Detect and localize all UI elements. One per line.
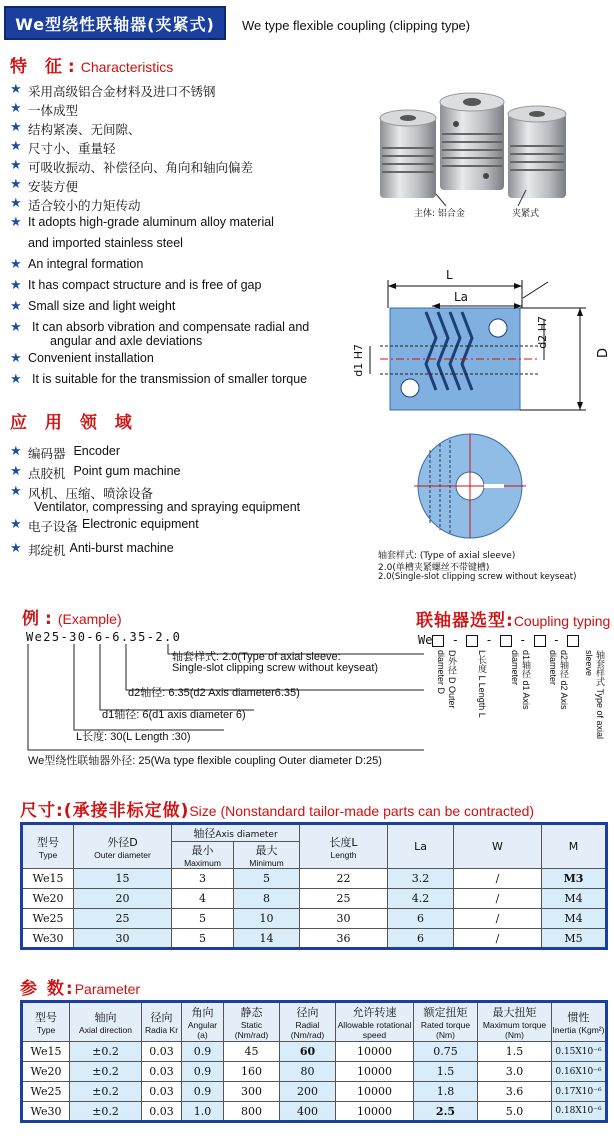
- feature-text: 适合较小的力矩传动: [28, 198, 141, 213]
- typing-heading: 联轴器选型:Coupling typing: [416, 611, 611, 631]
- dim-label-La: La: [454, 290, 469, 304]
- star-icon: ★: [10, 101, 22, 116]
- feature-item: [10, 215, 274, 230]
- example-D-line: We型绕性联轴器外径: 25(Wa type flexible coupling Outer diameter D:25): [28, 755, 382, 767]
- feature-text: An integral formation: [28, 257, 144, 271]
- star-icon: ★: [10, 517, 22, 532]
- example-sleeve-line1: 轴套样式: 2.0(Type of axial sleeve:: [172, 651, 341, 663]
- param-heading: 参 数:Parameter: [20, 979, 141, 999]
- feature-text: 尺寸小、重量轻: [28, 141, 116, 156]
- application-item: ★ 风机、压缩、喷涂设备: [10, 484, 154, 501]
- feature-item: [10, 351, 154, 366]
- size-heading: 尺寸:(承接非标定做)Size (Nonstandard tailor-made parts can be contracted): [20, 801, 535, 821]
- table-row: We30 30 5 14 36 6 / M5: [22, 929, 607, 949]
- star-icon: ★: [10, 139, 22, 154]
- feature-item: [10, 196, 141, 214]
- feature-text: Small size and light weight: [28, 299, 176, 313]
- sleeve-line1: 轴套样式: (Type of axial sleeve): [378, 551, 516, 561]
- typing-code: We - - - -: [418, 633, 579, 647]
- page-title: We型绕性联轴器(夹紧式): [4, 6, 226, 40]
- feature-item: [10, 82, 216, 100]
- feature-text: It adopts high-grade aluminum alloy material: [28, 215, 274, 229]
- param-table: 型号 Type 轴向 Axial direction 径向 Radia Kr 角向 Angular (a) 静态 Static (Nm/rad) 径向 Radial (Nm/rad) 允许转速 Allowable rotational speed 额定扭矩 Rated torque (Nm) 最大扭矩 Maximum torque (Nm) 惯性 Inertia (Kgm²) We15 ±0.2 0.03 0.9 45 60 10000 0.75 1.5 0.15X10⁻⁶ We20 ±0.2 0.03 0.9 160 80 10000 1.5 3.0 0.16X10⁻⁶ We25 ±0.2 0.03 0.9 300 200 10000 1.8 3.6 0.17X10⁻⁶ We30 ±0.2 0.03 1.0 800 400 10000 2.5 5.0 0.18X10⁻⁶: [20, 1000, 608, 1123]
- star-icon: ★: [10, 196, 22, 211]
- sleeve-line3: 2.0(Single-slot clipping screw without keyseat): [378, 572, 577, 582]
- dim-label-D: D: [596, 348, 611, 359]
- star-icon: ★: [10, 484, 22, 499]
- coupling-photo-3: [508, 106, 566, 198]
- sleeve-line2: 2.0(单槽夹紧螺丝不带键槽): [378, 563, 490, 573]
- typing-label-D: D外径 D Outer diameter D: [436, 650, 457, 709]
- sleeve-end-view: [410, 430, 530, 542]
- feature-item: [10, 139, 116, 157]
- characteristics-heading-en: Characteristics: [80, 59, 174, 75]
- feature-text: Convenient installation: [28, 351, 154, 365]
- typing-label-L: L长度 L Length L: [477, 650, 487, 718]
- star-icon: ★: [10, 158, 22, 173]
- feature-text: It can absorb vibration and compensate radial and: [32, 320, 310, 334]
- product-photo: [376, 90, 608, 220]
- star-icon: ★: [10, 82, 22, 97]
- coupling-photo-2: [440, 93, 504, 190]
- application-item: ★ 电子设备 Electronic equipment: [10, 517, 199, 534]
- table-row: We20 20 4 8 25 4.2 / M4: [22, 889, 607, 909]
- feature-item: [10, 158, 253, 176]
- feature-text: 结构紧凑、无间隙、: [28, 122, 141, 137]
- table-row: We15 15 3 5 22 3.2 / M3: [22, 869, 607, 889]
- feature-continuation: and imported stainless steel: [28, 236, 183, 250]
- example-code: We25-30-6-6.35-2.0: [26, 630, 182, 644]
- star-icon: ★: [10, 444, 22, 459]
- typing-label-d2: d2轴径 d2 Axis diameter: [548, 650, 569, 710]
- feature-item: [10, 372, 307, 387]
- typing-label-d1: d1轴径 d1 Axis diameter: [510, 650, 531, 710]
- feature-text: 可吸收振动、补偿径向、角向和轴向偏差: [28, 160, 254, 175]
- feature-text: It is suitable for the transmission of smaller torque: [32, 372, 308, 386]
- star-icon: ★: [10, 177, 22, 192]
- typing-label-sleeve: 轴套样式 Type of axial sleeve: [584, 650, 605, 740]
- example-heading: 例:(Example): [22, 609, 122, 629]
- feature-item: [10, 257, 143, 272]
- feature-continuation: angular and axle deviations: [50, 334, 203, 348]
- feature-item: [10, 320, 309, 335]
- photo-label-clamp: 夹紧式: [512, 209, 540, 219]
- feature-text: 一体成型: [28, 103, 79, 118]
- dim-label-d1: d1 H7: [352, 344, 365, 377]
- application-continuation: Ventilator, compressing and spraying equipment: [34, 500, 301, 514]
- star-icon: ★: [10, 541, 22, 556]
- example-d2-line: d2轴径: 6.35(d2 Axis diameter6.35): [128, 687, 300, 699]
- star-icon: ★: [10, 299, 22, 314]
- feature-item: [10, 120, 141, 138]
- size-table: 型号 Type 外径D Outer diameter 轴径Axis diameter 长度L Length La W M 最小 Maximum 最大 Minimum We15 15 3 5 22 3.2 / M3 We20 20 4 8 25 4.2 / M4 We25 25 5 10 30 6 / M4 We30 30 5 14 36 6 / M5: [20, 822, 608, 950]
- feature-text: 安装方便: [28, 179, 79, 194]
- applications-heading: 应 用 领 域: [10, 413, 138, 433]
- star-icon: ★: [10, 372, 22, 387]
- example-L-line: L长度: 30(L Length :30): [76, 731, 191, 743]
- star-icon: ★: [10, 257, 22, 272]
- photo-label-body: 主体: 铝合金: [414, 209, 465, 219]
- star-icon: ★: [10, 278, 22, 293]
- feature-text: 采用高级铝合金材料及进口不锈钢: [28, 84, 216, 99]
- application-item: ★ 点胶机 Point gum machine: [10, 464, 181, 481]
- star-icon: ★: [10, 120, 22, 135]
- star-icon: ★: [10, 320, 22, 335]
- page-subtitle: We type flexible coupling (clipping type): [242, 18, 471, 33]
- table-row: We25 ±0.2 0.03 0.9 300 200 10000 1.8 3.6 0.17X10⁻⁶: [22, 1082, 607, 1102]
- coupling-photo-1: [380, 110, 436, 198]
- application-item: ★ 编码器 Encoder: [10, 444, 121, 461]
- star-icon: ★: [10, 215, 22, 230]
- feature-item: [10, 101, 78, 119]
- characteristics-heading-cn: 特 征:: [10, 57, 81, 77]
- star-icon: ★: [10, 464, 22, 479]
- application-item: ★ 邦绽机 Anti-burst machine: [10, 541, 174, 558]
- table-row: We20 ±0.2 0.03 0.9 160 80 10000 1.5 3.0 0.16X10⁻⁶: [22, 1062, 607, 1082]
- example-sleeve-line2: Single-slot clipping screw without keyseat): [172, 662, 379, 674]
- feature-item: [10, 177, 78, 195]
- example-d1-line: d1轴径: 6(d1 axis diameter 6): [102, 709, 246, 721]
- characteristics-heading: [10, 52, 173, 77]
- feature-text: It has compact structure and is free of gap: [28, 278, 262, 292]
- table-row: We30 ±0.2 0.03 1.0 800 400 10000 2.5 5.0 0.18X10⁻⁶: [22, 1102, 607, 1122]
- table-row: We25 25 5 10 30 6 / M4: [22, 909, 607, 929]
- feature-item: [10, 278, 261, 293]
- feature-item: [10, 299, 175, 314]
- dim-label-L: L: [446, 268, 453, 282]
- dim-label-d2: d2 H7: [536, 316, 549, 349]
- dimension-drawing: [340, 268, 610, 420]
- table-row: We15 ±0.2 0.03 0.9 45 60 10000 0.75 1.5 0.15X10⁻⁶: [22, 1042, 607, 1062]
- star-icon: ★: [10, 351, 22, 366]
